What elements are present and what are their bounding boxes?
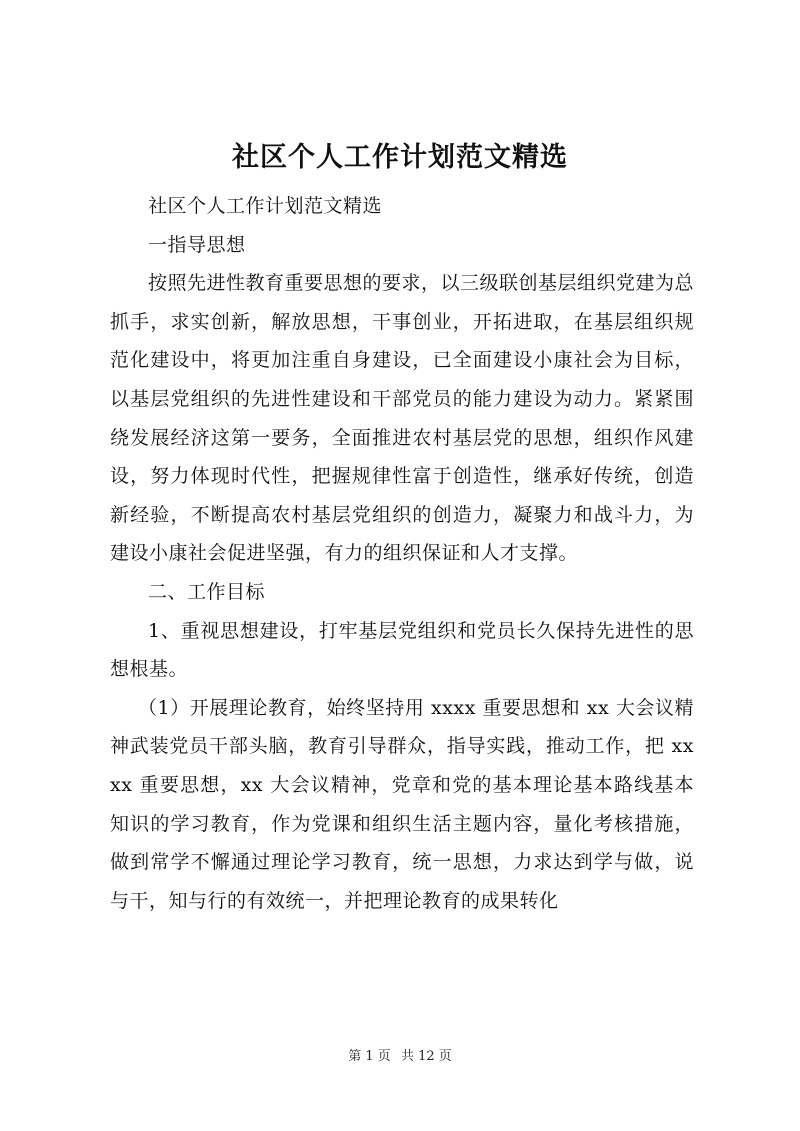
page-title: 社区个人工作计划范文精选: [232, 142, 568, 173]
page-number: 第 1 页: [348, 1049, 391, 1064]
section-heading-guiding-thought: 一指导思想: [148, 233, 246, 256]
section-heading-work-goals: 二、工作目标: [148, 580, 266, 603]
document-body: [110, 187, 694, 920]
guiding-thought-paragraph: 按照先进性教育重要思想的要求，以三级联创基层组织党建为总抓手，求实创新，解放思想，干事创业，开拓进取，在基层组织规范化建设中，将更加注重自身建设，已全面建设小康社会为目标，以基层党组织的先进性建设和干部党员的能力建设为动力。紧紧围绕发展经济这第一要务，全面推进农村基层党的思想，组织作风建设，努力体现时代性，把握规律性富于创造性，继承好传统，创造新经验，不断提高农村基层党组织的创造力，凝聚力和战斗力，为建设小康社会促进坚强，有力的组织保证和人才支撑。: [110, 272, 695, 565]
goal-item-1-paragraph: 1、重视思想建设，打牢基层党组织和党员长久保持先进性的思想根基。: [110, 619, 694, 681]
page-footer: [0, 1048, 800, 1066]
subtitle-paragraph: 社区个人工作计划范文精选: [148, 195, 383, 217]
goal-subitem-1-paragraph: （1）开展理论教育，始终坚持用 xxxx 重要思想和 xx 大会议精神武装党员干部头脑，教育引导群众，指导实践，推动工作，把 xxxx 重要思想，xx 大会议精神，党章和党的基本理论基本路线基本知识的学习教育，作为党课和组织生活主题内容，量化考核措施，做到常学不懈通过理论学习教育，统一思想，力求达到学与做，说与干，知与行的有效统一，并把理论教育的成果转化: [110, 696, 694, 912]
page-total: 共 12 页: [400, 1049, 452, 1064]
